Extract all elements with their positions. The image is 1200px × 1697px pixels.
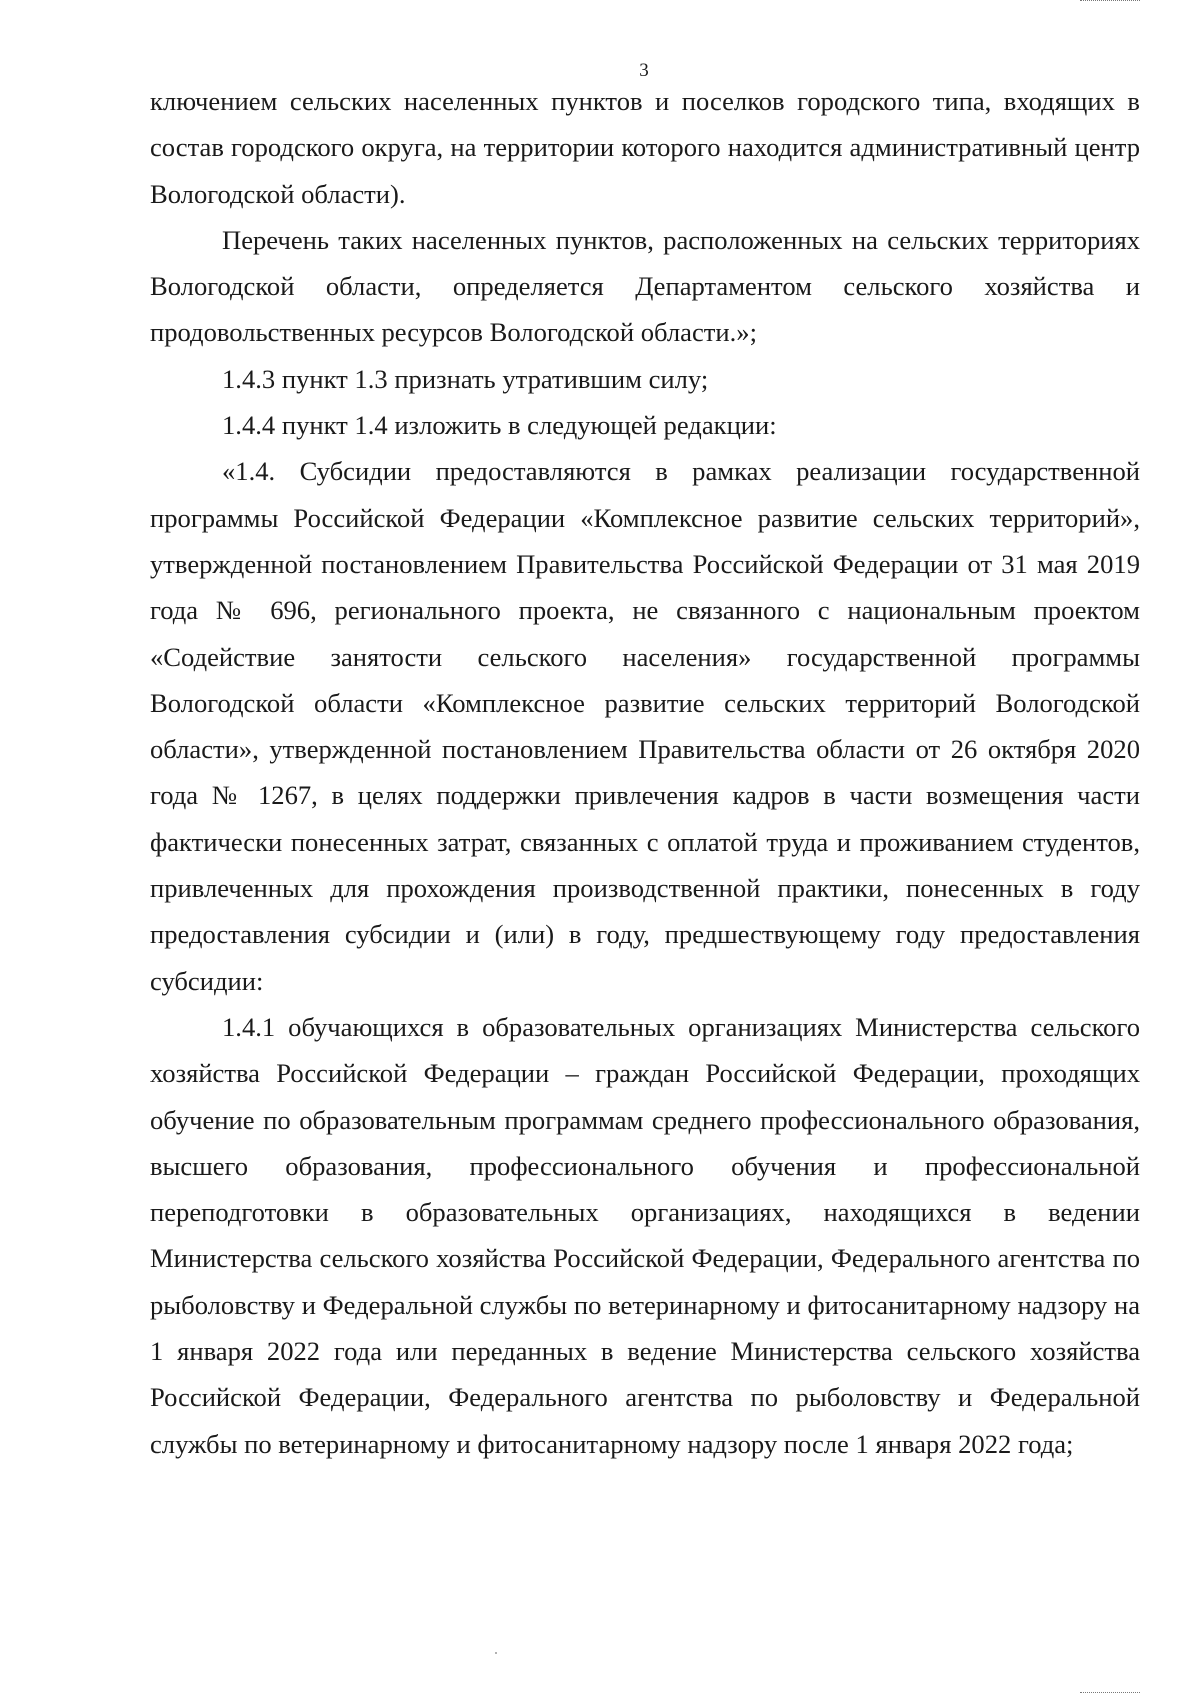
- paragraph-continuation: ключением сельских населенных пунктов и поселков городского типа, входящих в состав городского округа, на территории которого находится административный центр Вологодской области).: [150, 86, 1140, 209]
- paragraph-item-1-4-1: 1.4.1 обучающихся в образовательных организациях Министерства сельского хозяйства Российской Федерации – граждан Российской Федерации, проходящих обучение по образовательным программам среднего профессионального образования, высшего образования, профессионального обучения и профессиональной переподготовки в образовательных организациях, находящихся в ведении Министерства сельского хозяйства Российской Федерации, Федерального агентства по рыболовству и Федеральной службы по ветеринарному и фитосанитарному надзору на 1 января 2022 года или переданных в ведение Министерства сельского хозяйства Российской Федерации, Федерального агентства по рыболовству и Федеральной службы по ветеринарному и фитосанитарному надзору после 1 января 2022 года;: [150, 1011, 1140, 1459]
- scan-edge-mark: [1080, 0, 1140, 4]
- paragraph-subsidies-1-4: «1.4. Субсидии предоставляются в рамках реализации государственной программы Российской Федерации «Комплексное развитие сельских территорий», утвержденной постановлением Правительства Российской Федерации от 31 мая 2019 года № 696, регионального проекта, не связанного с национальным проектом «Содействие занятости сельского населения» государственной программы Вологодской области «Комплексное развитие сельских территорий Вологодской области», утвержденной постановлением Правительства области от 26 октября 2020 года № 1267, в целях поддержки привлечения кадров в части возмещения части фактически понесенных затрат, связанных с оплатой труда и проживанием студентов, привлеченных для прохождения производственной практики, понесенных в году предоставления субсидии и (или) в году, предшествующему году предоставления субсидии:: [150, 456, 1140, 996]
- scan-edge-mark-bottom: [1080, 1689, 1140, 1693]
- document-body: [150, 78, 1140, 1467]
- paragraph-item-1-4-4: 1.4.4 пункт 1.4 изложить в следующей редакции:: [222, 410, 777, 441]
- page-number: 3: [639, 60, 649, 81]
- paragraph-item-1-4-3: 1.4.3 пункт 1.3 признать утратившим силу;: [222, 363, 709, 394]
- paragraph-settlements-list: Перечень таких населенных пунктов, расположенных на сельских территориях Вологодской области, определяется Департаментом сельского хозяйства и продовольственных ресурсов Вологодской области.»;: [150, 224, 1140, 348]
- scan-speck: [495, 1652, 497, 1654]
